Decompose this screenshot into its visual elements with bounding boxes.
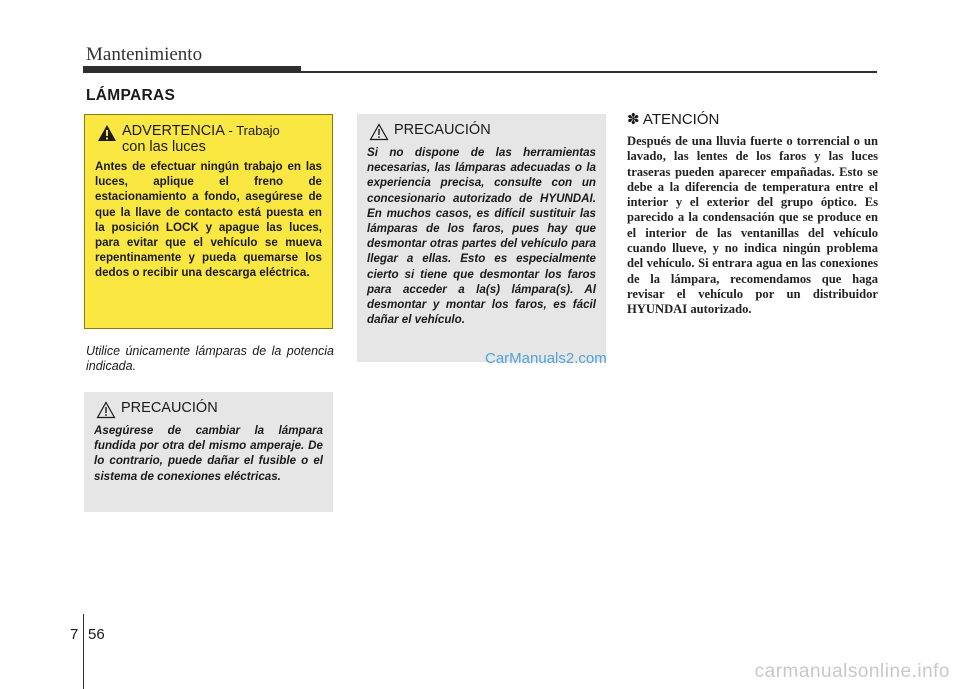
warning-box-title — [122, 123, 280, 155]
page-number-divider — [83, 614, 84, 689]
warning-title-suffix: - Trabajo — [224, 123, 280, 138]
caution-box-left — [84, 392, 333, 512]
warning-title-line2: con las luces — [122, 139, 206, 155]
page-header-title: Mantenimiento — [86, 44, 203, 65]
warning-box-header — [97, 123, 322, 155]
caution-mid-body: Si no dispone de las herramientas necesarias, las lámparas adecuadas o la experiencia precisa, consulte con un concesionario autorizado de HYUNDAI. En muchos casos, es difícil sustituir las lámparas de los faros, pues hay que desmontar otras partes del vehículo para llegar a ellas. Esto es especialmente cierto si tiene que desmontar los faros para acceder a la(s) lámpara(s). Al desmontar y montar los faros, es fácil dañar el vehículo. — [367, 146, 596, 327]
warning-title: ADVERTENCIA — [122, 123, 225, 139]
attention-title — [627, 110, 719, 128]
header-rule-thin — [301, 71, 877, 73]
page-chapter-number: 7 — [70, 626, 79, 643]
section-title: LÁMPARAS — [86, 87, 176, 104]
warning-triangle-outline-icon — [369, 123, 389, 141]
caution-box-middle — [357, 114, 606, 362]
warning-box — [84, 114, 333, 329]
page-number: 56 — [88, 626, 105, 643]
caution-left-header — [96, 400, 323, 419]
attention-body: Después de una lluvia fuerte o torrencial o un lavado, las lentes de los faros y las luces traseras pueden aparecer empañadas. Esto se debe a la diferencia de temperatura entre el interior y el exterior del grupo óptico. Es parecido a la condensación que se produce en el interior de las ventanillas del vehículo cuando llueve, y no indica ningún problema del vehículo. Si entrara agua en las conexiones de la lámpara, recomendamos que haga revisar el vehículo por un distribuidor HYUNDAI autorizado. — [627, 134, 878, 317]
caution-left-body: Asegúrese de cambiar la lámpara fundida por otra del mismo amperaje. De lo contrario, puede dañar el fusible o el sistema de conexiones eléctricas. — [94, 424, 323, 483]
warning-box-body: Antes de efectuar ningún trabajo en las luces, aplique el freno de estacionamiento a fondo, asegúrese de que la llave de contacto está puesta en la posición LOCK y apague las luces, para evitar que el vehículo se mueva repentinamente y pueda quemarse los dedos o recibir una descarga eléctrica. — [95, 160, 322, 280]
warning-triangle-outline-icon — [96, 401, 116, 419]
caution-left-title: PRECAUCIÓN — [121, 400, 218, 416]
attention-title-text: ATENCIÓN — [642, 111, 720, 128]
asterisk-icon: ✽ — [627, 111, 640, 128]
caution-mid-title: PRECAUCIÓN — [394, 122, 491, 138]
caution-mid-header — [369, 122, 596, 141]
header-rule-thick — [83, 66, 301, 73]
watermark-carmanuals2[interactable]: CarManuals2.com — [485, 350, 607, 367]
warning-triangle-filled-icon — [97, 124, 117, 142]
watermark-carmanualsonline[interactable]: carmanualsonline.info — [754, 661, 950, 682]
lamp-power-note: Utilice únicamente lámparas de la potencia indicada. — [86, 344, 334, 373]
